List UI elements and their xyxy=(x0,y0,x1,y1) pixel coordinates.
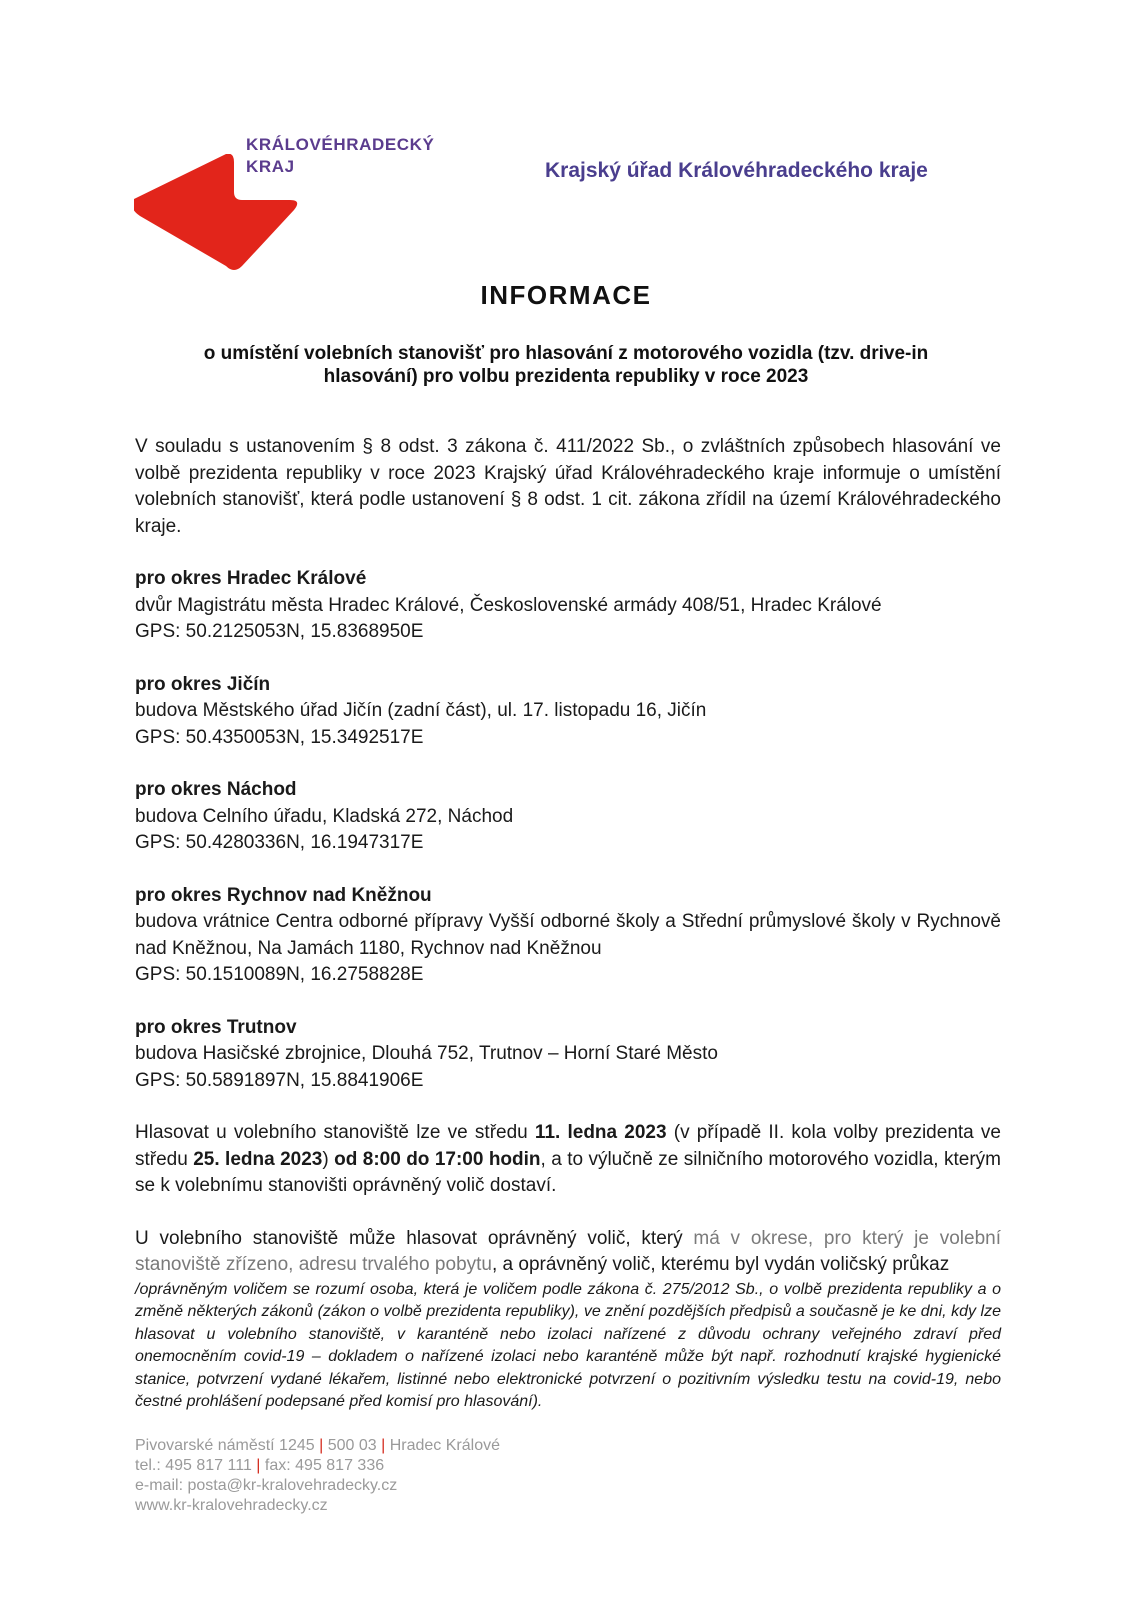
voting-text-4: , a to výlučně ze silničního motorového vozidla, kterým se k volebnímu stanovišti oprávněný volič dostaví. xyxy=(135,1148,1001,1196)
subtitle-line-1: o umístění volebních stanovišť pro hlasování z motorového vozidla (tzv. drive-in xyxy=(203,343,929,364)
footer-email[interactable]: e-mail: posta@kr-kralovehradecky.cz xyxy=(135,1477,398,1494)
eligibility-text-1: U volebního stanoviště může hlasovat oprávněný volič, který xyxy=(135,1227,694,1249)
district-nachod xyxy=(135,777,1001,857)
document-title: INFORMACE xyxy=(480,280,652,310)
district-hradec-kralove xyxy=(135,566,1001,646)
document-body xyxy=(135,434,1001,1414)
voting-text-3: ) xyxy=(322,1148,335,1170)
district-jicin xyxy=(135,672,1001,752)
district-gps: GPS: 50.5891897N, 15.8841906E xyxy=(135,1069,424,1091)
district-name: pro okres Trutnov xyxy=(135,1016,297,1038)
district-address: budova Městského úřad Jičín (zadní část), ul. 17. listopadu 16, Jičín xyxy=(135,700,707,721)
district-name: pro okres Jičín xyxy=(135,673,271,695)
footer-website[interactable]: www.kr-kralovehradecky.cz xyxy=(135,1497,328,1514)
eligibility-paragraph xyxy=(135,1226,1001,1414)
voting-text-2: (v případě II. kola volby prezidenta ve středu xyxy=(135,1122,1001,1170)
district-rychnov xyxy=(135,883,1001,989)
footer-contacts xyxy=(135,1436,500,1516)
footer-phone-line xyxy=(135,1456,500,1476)
subtitle-line-2: hlasování) pro volbu prezidenta republiky v roce 2023 xyxy=(323,366,809,387)
footer-address-line xyxy=(135,1436,500,1456)
footer-city: Hradec Králové xyxy=(389,1437,500,1454)
district-trutnov xyxy=(135,1015,1001,1095)
footer-tel: tel.: 495 817 111 xyxy=(135,1457,252,1474)
voting-time-paragraph xyxy=(135,1120,1001,1200)
footer-separator: | xyxy=(381,1437,386,1454)
district-address: dvůr Magistrátu města Hradec Králové, Československé armády 408/51, Hradec Králové xyxy=(135,594,882,616)
footer-separator: | xyxy=(319,1437,324,1454)
eligibility-residence: má v okrese, pro který je volební stanoviště zřízeno, adresu trvalého pobytu xyxy=(135,1227,1001,1275)
footer-fax: fax: 495 817 336 xyxy=(264,1457,385,1474)
logo-line-1: KRÁLOVÉHRADECKÝ xyxy=(246,135,435,154)
district-gps: GPS: 50.4280336N, 16.1947317E xyxy=(135,832,424,853)
footer-separator: | xyxy=(256,1457,261,1474)
district-name: pro okres Rychnov nad Kněžnou xyxy=(135,884,432,906)
eligibility-text-2: , a oprávněný volič, kterému byl vydán voličský průkaz xyxy=(491,1254,950,1275)
district-address: budova Hasičské zbrojnice, Dlouhá 752, Trutnov – Horní Staré Město xyxy=(135,1043,718,1064)
eligibility-note: /oprávněným voličem se rozumí osoba, která je voličem podle zákona č. 275/2012 Sb., o volbě prezidenta republiky a o změně některých zákonů (zákon o volbě prezidenta republiky), ve znění pozdějších předpisů a současně je ke dni, kdy lze hlasovat u volebního stanoviště, v karanténě nebo izolaci nařízené z důvodu ochrany veřejného zdraví před onemocněním covid-19 – dokladem o nařízené izolaci nebo karanténě může být např. rozhodnutí krajské hygienické stanice, potvrzení vydané lékařem, listinné nebo elektronické potvrzení o pozitivním výsledku testu na covid-19, nebo čestné prohlášení podepsané před komisí pro hlasování). xyxy=(135,1280,1001,1410)
office-name: Krajský úřad Královéhradeckého kraje xyxy=(545,159,928,182)
district-gps: GPS: 50.2125053N, 15.8368950E xyxy=(135,621,424,642)
district-address: budova Celního úřadu, Kladská 272, Náchod xyxy=(135,805,514,827)
voting-date-second-round: 25. ledna 2023 xyxy=(193,1148,323,1170)
document-subtitle xyxy=(180,342,952,388)
district-gps: GPS: 50.1510089N, 16.2758828E xyxy=(135,964,424,985)
region-logo-text xyxy=(246,134,434,178)
voting-hours: od 8:00 do 17:00 hodin xyxy=(334,1148,541,1170)
district-address: budova vrátnice Centra odborné přípravy Vyšší odborné školy a Střední průmyslové školy v Rychnově nad Kněžnou, Na Jamách 1180, Rychnov nad Kněžnou xyxy=(135,911,1001,959)
district-name: pro okres Náchod xyxy=(135,779,297,800)
footer-street: Pivovarské náměstí 1245 xyxy=(135,1437,315,1454)
voting-date-first-round: 11. ledna 2023 xyxy=(534,1122,667,1143)
region-logo xyxy=(134,134,434,274)
intro-paragraph: V souladu s ustanovením § 8 odst. 3 zákona č. 411/2022 Sb., o zvláštních způsobech hlasování ve volbě prezidenta republiky v roce 2023 Krajský úřad Královéhradeckého kraje informuje o umístění volebních stanovišť, která podle ustanovení § 8 odst. 1 cit. zákona zřídil na území Královéhradeckého kraje. xyxy=(135,436,1001,537)
district-gps: GPS: 50.4350053N, 15.3492517E xyxy=(135,726,424,748)
logo-line-2: KRAJ xyxy=(246,157,295,176)
footer-zip: 500 03 xyxy=(327,1437,377,1454)
district-name: pro okres Hradec Králové xyxy=(135,568,367,589)
voting-text-1: Hlasovat u volebního stanoviště lze ve středu xyxy=(135,1122,535,1143)
